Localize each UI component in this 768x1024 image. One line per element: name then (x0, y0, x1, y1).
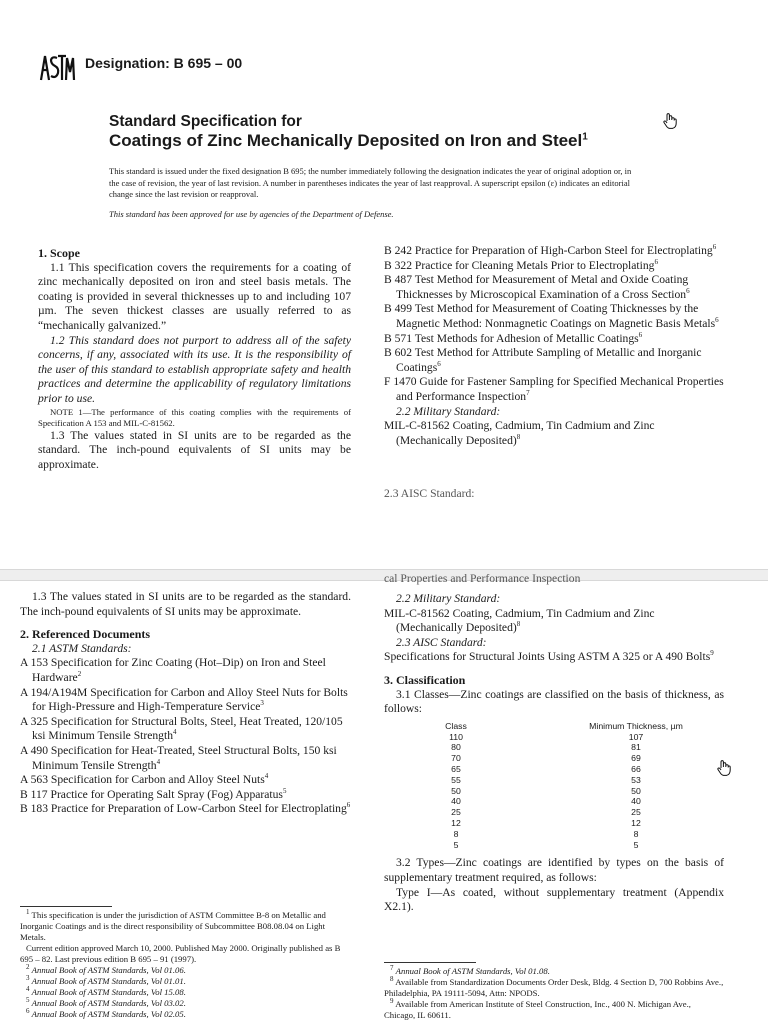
footnote: $^7$ Annual Book of ASTM Standards, Vol 01.08. (390, 964, 550, 976)
table-row: 12 12 (451, 817, 641, 828)
table-row: 55 53 (451, 774, 641, 785)
reference-item: A 490 Specification for Heat-Treated, Steel Structural Bolts, 150 ksi Minimum Tensile Strength$^4$ (20, 743, 337, 772)
reference-item: B 242 Practice for Preparation of High-Carbon Steel for Electroplating$^6$ (384, 243, 717, 257)
paragraph: 1.3 The values stated in SI units are to be regarded as the standard. The inch-pound equivalents of SI units may be approximate. (38, 428, 351, 471)
footnote: Current edition approved March 10, 2000. Published May 2000. Originally published as B 695 – 82. Last previous edition B 695 – 91 (1997). (20, 943, 341, 964)
footnote: $^1$ This specification is under the jurisdiction of ASTM Committee B-8 on Metallic and Inorganic Coatings and is the direct responsibility of Subcommittee B08.08.04 on Light Metals. (20, 908, 326, 942)
page2-left-footnotes (20, 906, 351, 1020)
reference-item: B 499 Test Method for Measurement of Coating Thicknesses by the Magnetic Method: Nonmagnetic Coatings on Magnetic Basis Metals$^6$ (384, 302, 719, 330)
paragraph: 3.1 Classes—Zinc coatings are classified on the basis of thickness, as follows: (384, 687, 724, 716)
footnote: $^8$ Available from Standardization Documents Order Desk, Bldg. 4 Section D, 700 Robbins Ave., Philadelphia, PA 19111-5094, Attn: NPODS. (384, 975, 724, 998)
clipped-line: 2.3 AISC Standard: (384, 487, 475, 500)
page2-left-column (20, 590, 351, 817)
paragraph: 1.3 The values stated in SI units are to be regarded as the standard. The inch-pound equivalents of SI units may be approximate. (20, 590, 351, 618)
subsection-heading: 2.2 Military Standard: (396, 592, 501, 605)
footnote-rule (20, 906, 112, 907)
table-row: 50 50 (451, 785, 641, 796)
section-heading: 2. Referenced Documents (20, 627, 151, 642)
subsection-heading: 2.2 Military Standard: (396, 404, 501, 418)
reference-item: Specifications for Structural Joints Using ASTM A 325 or A 490 Bolts$^9$ (384, 649, 714, 664)
reference-item: B 117 Practice for Operating Salt Spray (Fog) Apparatus$^5$ (20, 786, 287, 801)
note: NOTE 1—The performance of this coating complies with the requirements of Specification A 153 and MIL-C-81562. (38, 406, 351, 428)
reference-item: A 563 Specification for Carbon and Alloy Steel Nuts$^4$ (20, 772, 269, 787)
footnote-rule (384, 962, 476, 963)
page2-right-footnotes (384, 962, 724, 1021)
footnote: $^5$ Annual Book of ASTM Standards, Vol 03.02. (26, 996, 186, 1008)
footnote: $^3$ Annual Book of ASTM Standards, Vol 01.01. (26, 974, 186, 986)
reference-item: F 1470 Guide for Fastener Sampling for Specified Mechanical Properties and Performance Inspection$^7$ (384, 375, 724, 403)
table-row: 40 40 (451, 796, 641, 807)
intro-dod: This standard has been approved for use by agencies of the Department of Defense. (109, 209, 394, 219)
footnote: $^6$ Annual Book of ASTM Standards, Vol 02.05. (26, 1007, 186, 1019)
reference-item: B 571 Test Methods for Adhesion of Metallic Coatings$^6$ (384, 330, 643, 345)
section-heading: 1. Scope (38, 246, 80, 260)
reference-item: MIL-C-81562 Coating, Cadmium, Tin Cadmium and Zinc (Mechanically Deposited)$^8$ (384, 606, 655, 635)
subsection-heading: 2.1 ASTM Standards: (32, 641, 132, 655)
page1-right-column (384, 244, 724, 448)
table-row: 25 25 (451, 807, 641, 818)
section-heading: 3. Classification (384, 672, 466, 687)
table-row: 5 5 (453, 839, 639, 850)
paragraph: 3.2 Types—Zinc coatings are identified by types on the basis of supplementary treatment required, as follows: (384, 856, 724, 884)
intro-issued: This standard is issued under the fixed designation B 695; the number immediately following the designation indicates the year of original adoption or, in the case of revision, the year of last revision. A number in parentheses indicates the year of last reapproval. A superscript epsilon (ε) indicates an editorial change since the last revision or reapproval. (109, 166, 632, 199)
footnote: $^9$ Available from American Institute of Steel Construction, Inc., 400 N. Michigan Ave., Chicago, IL 60611. (384, 997, 691, 1020)
table-row: 65 66 (451, 763, 641, 774)
reference-item: A 325 Specification for Structural Bolts, Steel, Heat Treated, 120/105 ksi Minimum Tensile Strength$^4$ (20, 714, 343, 743)
clipped-line: cal Properties and Performance Inspection (384, 572, 581, 585)
table-header: Class (445, 720, 467, 731)
table-header-row (426, 721, 696, 732)
footnote: $^2$ Annual Book of ASTM Standards, Vol 01.06. (26, 963, 186, 975)
hand-cursor-icon (662, 112, 678, 130)
subsection-heading: 2.3 AISC Standard: (396, 635, 487, 649)
table-header: Minimum Thickness, µm (589, 720, 683, 731)
reference-item: B 322 Practice for Cleaning Metals Prior to Electroplating$^6$ (384, 257, 658, 272)
reference-item: MIL-C-81562 Coating, Cadmium, Tin Cadmium and Zinc (Mechanically Deposited)$^8$ (384, 419, 655, 447)
reference-item: A 153 Specification for Zinc Coating (Hot–Dip) on Iron and Steel Hardware$^2$ (20, 656, 326, 684)
page1-left-column (38, 246, 351, 472)
table-row: 80 81 (451, 742, 641, 753)
paragraph: 1.1 This specification covers the requirements for a coating of zinc mechanically deposited on iron and steel basis metals. The coating is provided in several thicknesses up to and including 107 µm. The seven thickest classes are usually referred to as “mechanically galvanized.” (38, 260, 351, 332)
reference-item: B 487 Test Method for Measurement of Metal and Oxide Coating Thicknesses by Microscopical Examination of a Cross Section$^6$ (384, 273, 690, 301)
title-line2: Coatings of Zinc Mechanically Deposited on Iron and Steel$^1$ (109, 131, 588, 150)
table-row: 70 69 (451, 753, 641, 764)
footnote: $^4$ Annual Book of ASTM Standards, Vol 15.08. (26, 985, 186, 997)
paragraph: Type I—As coated, without supplementary treatment (Appendix X2.1). (384, 885, 724, 914)
paragraph: 1.2 This standard does not purport to address all of the safety concerns, if any, associated with its use. It is the responsibility of the user of this standard to establish appropriate safety and health practices and determine the applicability of regulatory limitations prior to use. (38, 333, 351, 405)
astm-logo (38, 50, 76, 84)
designation: Designation: B 695 – 00 (85, 55, 243, 71)
table-row: 110 107 (449, 731, 644, 742)
class-thickness-table (426, 721, 696, 851)
reference-item: B 183 Practice for Preparation of Low-Carbon Steel for Electroplating$^6$ (20, 801, 351, 816)
title-line1: Standard Specification for (109, 113, 302, 130)
reference-item: A 194/A194M Specification for Carbon and Alloy Steel Nuts for Bolts for High-Pressure and High-Temperature Service$^3$ (20, 685, 348, 714)
page2-right-column (384, 592, 724, 915)
reference-item: B 602 Test Method for Attribute Sampling of Metallic and Inorganic Coatings$^6$ (384, 346, 702, 374)
table-row: 8 8 (453, 828, 639, 839)
